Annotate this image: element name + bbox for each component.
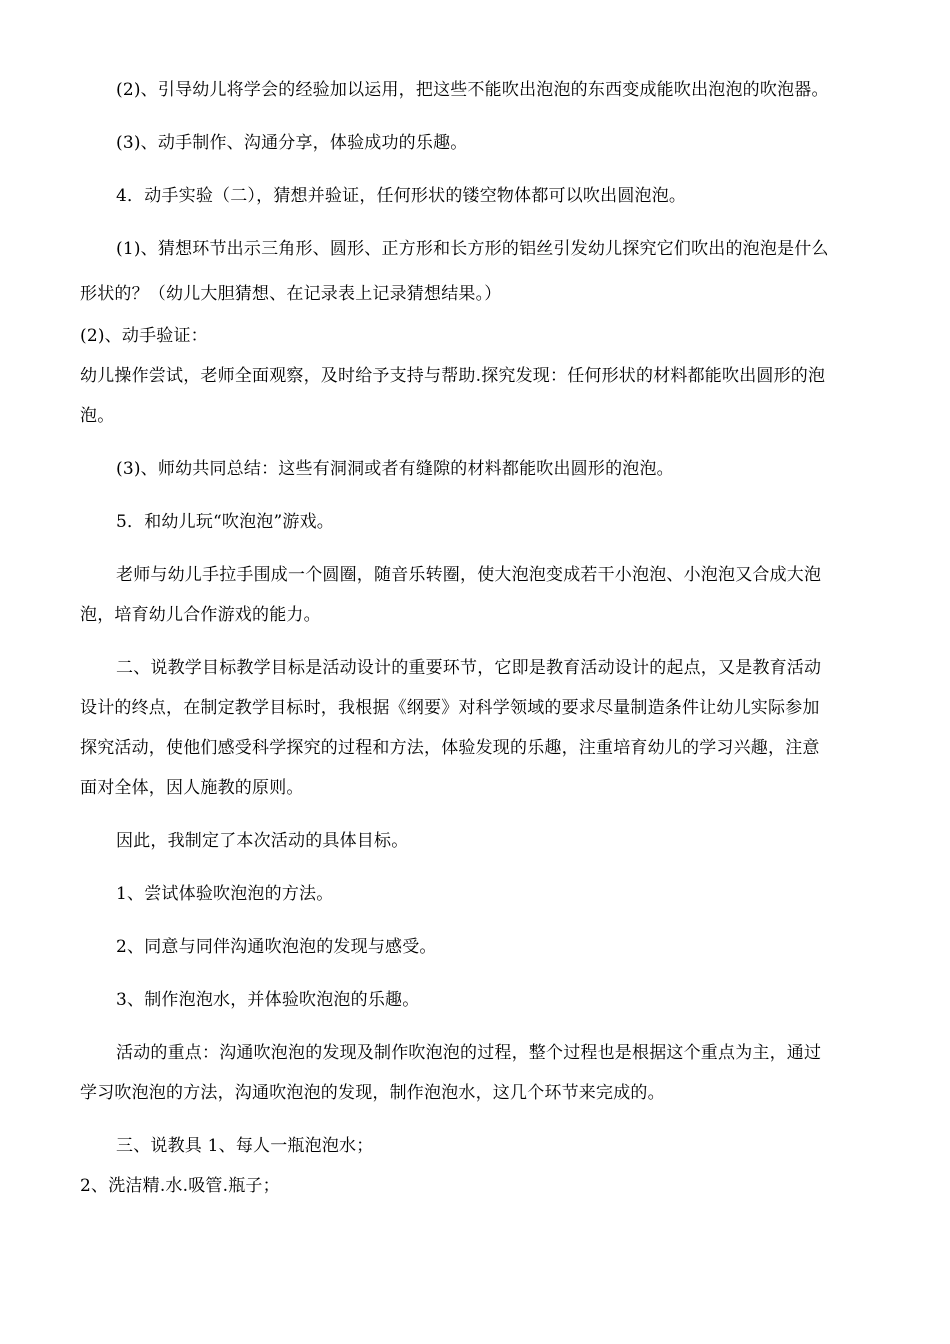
text-line: 面对全体，因人施教的原则。 bbox=[80, 778, 304, 798]
text-line: 1、尝试体验吹泡泡的方法。 bbox=[116, 884, 334, 904]
text-line: 活动的重点：沟通吹泡泡的发现及制作吹泡泡的过程，整个过程也是根据这个重点为主，通过 bbox=[116, 1043, 822, 1063]
text-line: 老师与幼儿手拉手围成一个圆圈，随音乐转圈，使大泡泡变成若干小泡泡、小泡泡又合成大泡 bbox=[116, 565, 822, 585]
text-line: 因此，我制定了本次活动的具体目标。 bbox=[116, 831, 409, 851]
text-line: 2、同意与同伴沟通吹泡泡的发现与感受。 bbox=[116, 937, 437, 957]
text-line: (3)、师幼共同总结：这些有洞洞或者有缝隙的材料都能吹出圆形的泡泡。 bbox=[116, 459, 674, 479]
text-line: 设计的终点，在制定教学目标时，我根据《纲要》对科学领域的要求尽量制造条件让幼儿实际参加 bbox=[80, 698, 820, 718]
text-line: 形状的？（幼儿大胆猜想、在记录表上记录猜想结果。） bbox=[80, 284, 502, 304]
text-line: 幼儿操作尝试，老师全面观察，及时给予支持与帮助.探究发现：任何形状的材料都能吹出圆形的泡 bbox=[80, 366, 826, 386]
text-line: 探究活动，使他们感受科学探究的过程和方法，体验发现的乐趣，注重培育幼儿的学习兴趣，注意 bbox=[80, 738, 820, 758]
text-line: 泡。 bbox=[80, 406, 115, 426]
text-line: 4．动手实验（二），猜想并验证，任何形状的镂空物体都可以吹出圆泡泡。 bbox=[116, 186, 687, 206]
text-line: 泡，培育幼儿合作游戏的能力。 bbox=[80, 605, 321, 625]
text-line: 二、说教学目标教学目标是活动设计的重要环节，它即是教育活动设计的起点，又是教育活动 bbox=[116, 658, 822, 678]
text-line: 学习吹泡泡的方法，沟通吹泡泡的发现，制作泡泡水，这几个环节来完成的。 bbox=[80, 1083, 665, 1103]
text-line: 三、说教具 1、每人一瓶泡泡水； bbox=[116, 1136, 374, 1156]
text-line: (2)、引导幼儿将学会的经验加以运用，把这些不能吹出泡泡的东西变成能吹出泡泡的吹泡器。 bbox=[116, 80, 829, 100]
text-line: (3)、动手制作、沟通分享，体验成功的乐趣。 bbox=[116, 133, 468, 153]
text-line: (2)、动手验证： bbox=[80, 326, 208, 346]
text-line: 3、制作泡泡水，并体验吹泡泡的乐趣。 bbox=[116, 990, 420, 1010]
text-line: 2、洗洁精.水.吸管.瓶子； bbox=[80, 1176, 280, 1196]
text-line: (1)、猜想环节出示三角形、圆形、正方形和长方形的铝丝引发幼儿探究它们吹出的泡泡是什么 bbox=[116, 239, 829, 259]
text-line: 5．和幼儿玩“吹泡泡”游戏。 bbox=[116, 512, 334, 532]
